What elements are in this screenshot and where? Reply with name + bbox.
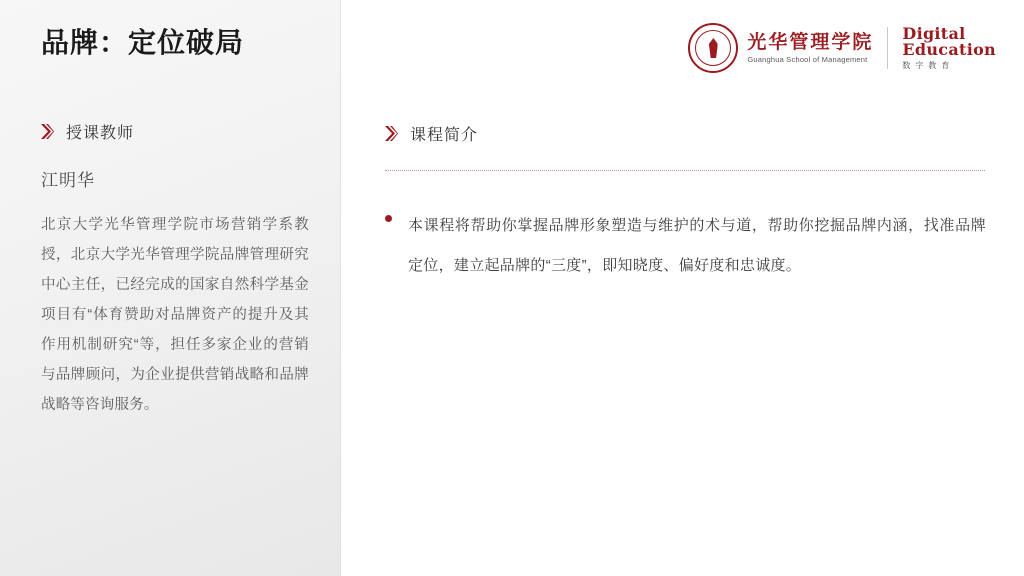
guanghua-logo-text [747, 32, 873, 64]
teacher-section-heading [41, 120, 134, 143]
digital-education-line1: Digital [902, 23, 966, 43]
logo-area [688, 22, 996, 74]
page-title: 品牌：定位破局 [41, 27, 245, 58]
digital-education-line2: Education [902, 40, 996, 60]
logo-divider [887, 27, 888, 69]
digital-education-logo [902, 23, 996, 71]
course-section-heading [385, 122, 478, 145]
red-double-chevron-icon [41, 124, 54, 139]
bullet-dot-icon [385, 215, 392, 222]
course-bullet-item [385, 206, 986, 286]
red-double-chevron-icon [385, 126, 398, 141]
peking-university-seal-icon [688, 23, 738, 73]
section-divider [385, 170, 985, 171]
guanghua-logo-en: Guanghua School of Management [747, 54, 868, 64]
course-description: 本课程将帮助你掌握品牌形象塑造与维护的术与道，帮助你挖掘品牌内涵，找准品牌定位，建立起品牌的“三度”，即知晓度、偏好度和忠诚度。 [408, 217, 986, 274]
course-section-label: 课程简介 [410, 127, 479, 144]
teacher-section-label: 授课教师 [66, 125, 135, 142]
guanghua-logo [688, 23, 873, 73]
teacher-bio: 北京大学光华管理学院市场营销学系教授，北京大学光华管理学院品牌管理研究中心主任，已经完成的国家自然科学基金项目有“体育赞助对品牌资产的提升及其作用机制研究“等，担任多家企业的营销与品牌顾问，为企业提供营销战略和品牌战略等咨询服务。 [41, 217, 309, 413]
digital-education-cn: 数字教育 [902, 61, 955, 71]
teacher-name: 江明华 [41, 171, 95, 190]
guanghua-logo-cn: 光华管理学院 [747, 30, 874, 53]
